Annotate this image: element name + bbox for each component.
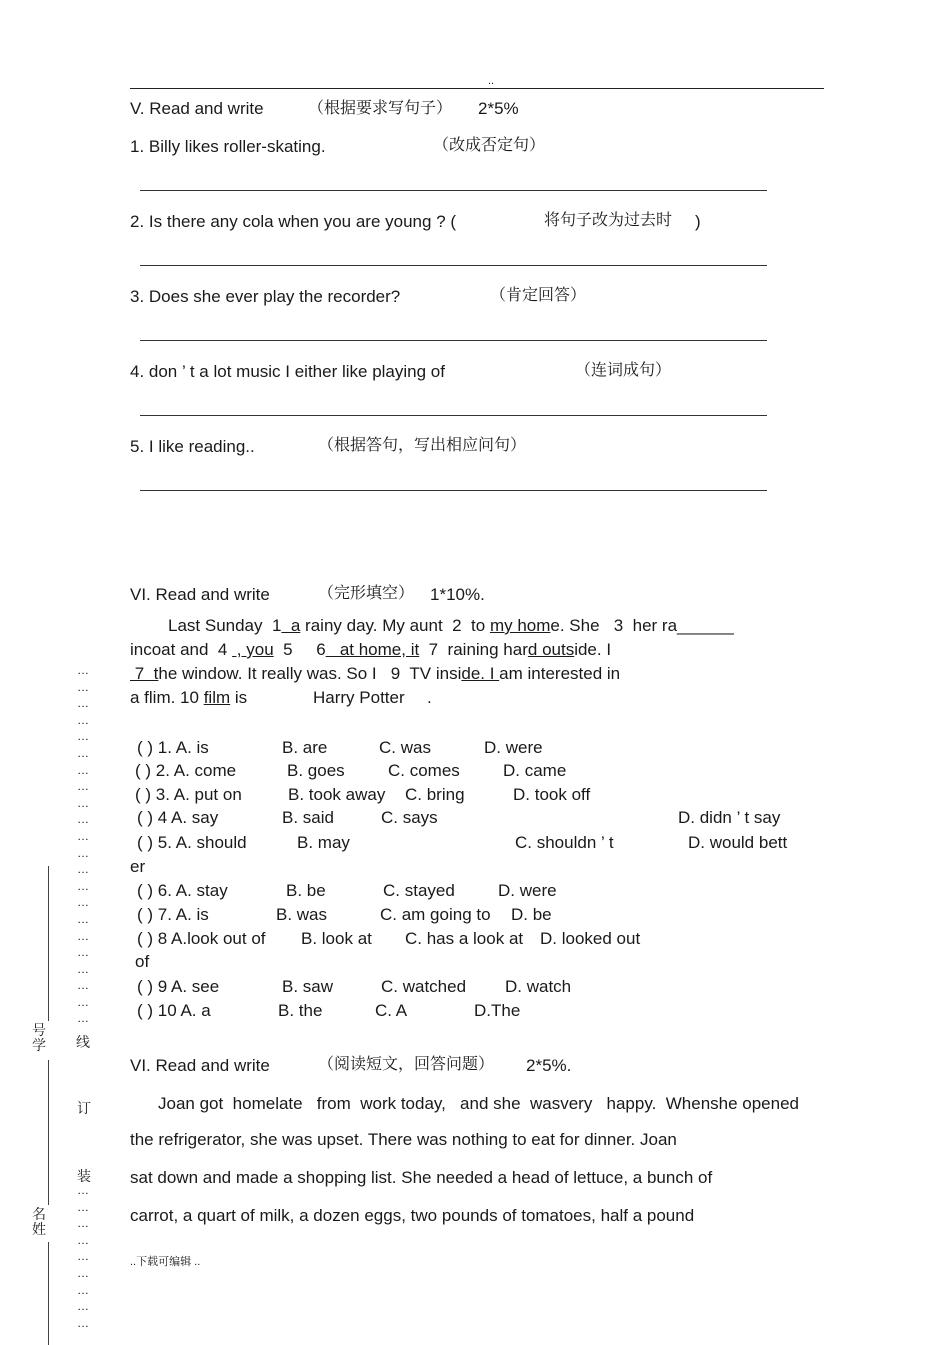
student-id-label: 号 学 [32, 1023, 46, 1054]
option-c: C. was [379, 738, 431, 757]
question-row: ( ) 2. A. come [135, 761, 237, 780]
s5-item-4-note: （连词成句） [575, 360, 672, 379]
margin-staple-label: 订 [77, 1101, 91, 1117]
s5-item-5: 5. I like reading.. [130, 437, 255, 456]
section6-instruction: （完形填空） [318, 583, 415, 602]
answer-line-1 [140, 190, 767, 191]
question-row: ( ) 3. A. put on [135, 785, 242, 804]
question-row: ( ) 5. A. should [137, 833, 247, 852]
option-b: B. the [278, 1001, 323, 1020]
question-row: ( ) 8 A.look out of [137, 929, 266, 948]
answer-line-2 [140, 265, 767, 266]
option-b: B. may [297, 833, 350, 852]
option-c: C. has a look at [405, 929, 524, 948]
reading-line-4: carrot, a quart of milk, a dozen eggs, two pounds of tomatoes, half a pound [130, 1206, 695, 1225]
option-c: C. comes [388, 761, 460, 780]
option-b: B. was [276, 905, 328, 924]
answer-line-5 [140, 490, 767, 491]
option-d: D. took off [513, 785, 591, 804]
option-d-wrap: of [135, 952, 150, 971]
cloze-line-4: a flim. 10 film is Harry Potter . [130, 688, 432, 707]
option-d: D. were [484, 738, 543, 757]
option-d: D.The [474, 1001, 521, 1020]
cloze-line-2: incoat and 4 , you 5 6 at home, it 7 raining hard outside. I [130, 640, 612, 659]
s5-item-3-note: （肯定回答） [490, 285, 587, 304]
question-row: ( ) 10 A. a [137, 1001, 211, 1020]
option-b: B. saw [282, 977, 334, 996]
s5-item-1-note: （改成否定句） [433, 135, 546, 154]
question-row: ( ) 9 A. see [137, 977, 220, 996]
s5-item-5-note: （根据答句，写出相应问句） [318, 435, 527, 454]
reading-line-1: Joan got homelate from work today, and she wasvery happy. Whenshe opened [158, 1094, 800, 1113]
option-c: C. says [381, 808, 438, 827]
name-label: 名 姓 [32, 1207, 46, 1238]
option-c: C. A [375, 1001, 408, 1020]
section5-title: V. Read and write [130, 99, 264, 118]
option-c: C. shouldn ’ t [515, 833, 614, 852]
option-b: B. said [282, 808, 334, 827]
section5-instruction: （根据要求写句子） [308, 98, 453, 117]
question-row: ( ) 4 A. say [137, 808, 219, 827]
answer-line-4 [140, 415, 767, 416]
s5-item-1: 1. Billy likes roller-skating. [130, 137, 326, 156]
option-d: D. be [511, 905, 552, 924]
reading-line-3: sat down and made a shopping list. She needed a head of lettuce, a bunch of [130, 1168, 713, 1187]
question-row: ( ) 7. A. is [137, 905, 209, 924]
s5-item-2-close: ) [695, 212, 701, 231]
question-row: ( ) 1. A. is [137, 738, 209, 757]
option-b: B. goes [287, 761, 345, 780]
margin-rule-1 [48, 866, 49, 1021]
s5-item-2-note: 将句子改为过去时 [544, 210, 673, 229]
footer-text: ..下载可编辑 .. [130, 1256, 201, 1268]
option-d: D. didn ’ t say [678, 808, 781, 827]
option-c: C. bring [405, 785, 465, 804]
option-b: B. took away [288, 785, 386, 804]
s5-item-3: 3. Does she ever play the recorder? [130, 287, 401, 306]
option-c: C. stayed [383, 881, 455, 900]
top-rule [130, 88, 824, 89]
answer-line-3 [140, 340, 767, 341]
option-b: B. be [286, 881, 326, 900]
section5-score: 2*5% [478, 99, 519, 118]
option-d: D. came [503, 761, 567, 780]
section6-score: 1*10%. [430, 585, 485, 604]
option-d: D. were [498, 881, 557, 900]
header-marker: .. [488, 75, 495, 87]
margin-line-label: 线 [76, 1035, 90, 1051]
option-d: D. watch [505, 977, 572, 996]
cloze-line-1: Last Sunday 1 a rainy day. My aunt 2 to my home. She 3 her ra______ [168, 616, 734, 635]
option-d-wrap: er [130, 857, 146, 876]
question-row: ( ) 6. A. stay [137, 881, 228, 900]
section6-title: VI. Read and write [130, 585, 270, 604]
margin-dots-upper: … … … … … … … … … … … … … … … … … … … … … … [77, 663, 88, 1026]
option-b: B. are [282, 738, 328, 757]
option-c: C. watched [381, 977, 467, 996]
margin-bind-label: 装 [77, 1169, 91, 1185]
margin-rule-2 [48, 1060, 49, 1205]
margin-rule-3 [48, 1242, 49, 1345]
section7-score: 2*5%. [526, 1056, 572, 1075]
margin-dots-lower: … … … … … … … … … [77, 1183, 88, 1330]
option-b: B. look at [301, 929, 372, 948]
option-d: D. would bett [688, 833, 788, 852]
reading-line-2: the refrigerator, she was upset. There was nothing to eat for dinner. Joan [130, 1130, 677, 1149]
option-c: C. am going to [380, 905, 491, 924]
s5-item-4: 4. don ’ t a lot music I either like playing of [130, 362, 445, 381]
cloze-line-3: 7 the window. It really was. So I 9 TV inside. I am interested in [130, 664, 621, 683]
section7-instruction: （阅读短文，回答问题） [318, 1054, 495, 1073]
s5-item-2: 2. Is there any cola when you are young ? ( [130, 212, 457, 231]
section7-title: VI. Read and write [130, 1056, 270, 1075]
option-d: D. looked out [540, 929, 641, 948]
